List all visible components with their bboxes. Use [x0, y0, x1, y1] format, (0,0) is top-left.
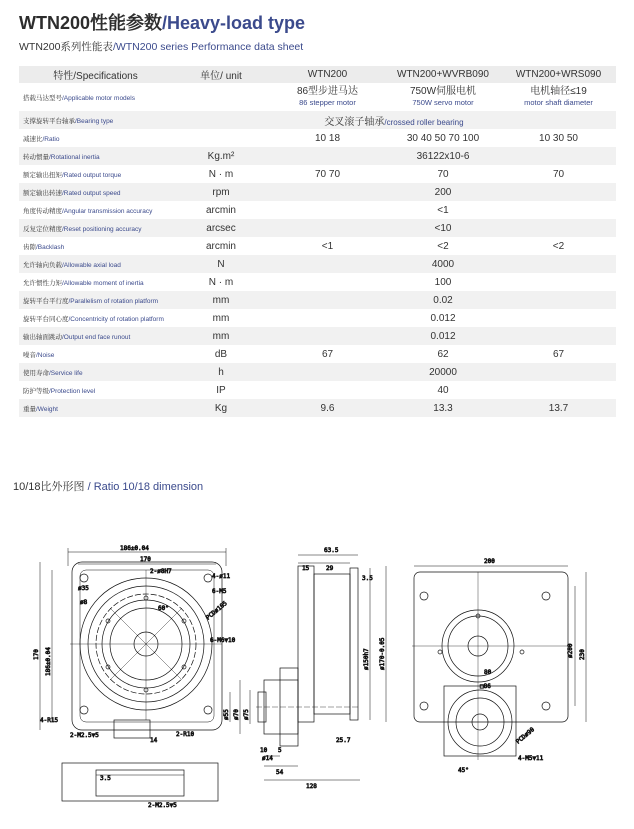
- row-unit: arcmin: [172, 237, 270, 255]
- row-value: 100: [270, 273, 616, 291]
- svg-text:ø170-0.05: ø170-0.05: [379, 637, 386, 670]
- svg-text:□86: □86: [480, 683, 491, 690]
- header-spec: 特性/Specifications: [19, 66, 172, 83]
- row-label: 重量/Weight: [19, 399, 172, 417]
- row-unit: dB: [172, 345, 270, 363]
- svg-text:60°: 60°: [158, 605, 169, 612]
- table-row: 支撑旋转平台轴承/Bearing type 交叉滚子轴承/crossed roller bearing: [19, 111, 616, 129]
- header-wrs090: WTN200+WRS090: [501, 66, 616, 83]
- row-value: 9.6: [270, 399, 385, 417]
- svg-text:4-ø11: 4-ø11: [212, 573, 231, 580]
- row-value: 13.3: [385, 399, 501, 417]
- row-value: 20000: [270, 363, 616, 381]
- svg-text:3.5: 3.5: [362, 575, 373, 582]
- svg-text:ø70: ø70: [233, 709, 240, 720]
- svg-text:186±0.04: 186±0.04: [45, 647, 52, 676]
- svg-text:5: 5: [278, 747, 282, 754]
- row-unit: h: [172, 363, 270, 381]
- header-unit: 单位/ unit: [172, 66, 270, 83]
- svg-text:PCDø105: PCDø105: [204, 599, 229, 622]
- row-value: 30 40 50 70 100: [385, 129, 501, 147]
- row-value: 0.02: [270, 291, 616, 309]
- row-value: 62: [385, 345, 501, 363]
- row-value: 70 70: [270, 165, 385, 183]
- row-value: 0.012: [270, 327, 616, 345]
- row-label: 旋转平台平行度/Parallelism of rotation platform: [19, 291, 172, 309]
- row-value: <2: [501, 237, 616, 255]
- svg-text:200: 200: [484, 558, 495, 565]
- row-label: 允许惯性力矩/Allowable moment of inertia: [19, 273, 172, 291]
- row-value: 36122x10-6: [270, 147, 616, 165]
- svg-text:170: 170: [33, 649, 40, 660]
- svg-text:230: 230: [579, 649, 586, 660]
- row-label: 允许轴向负载/Allowable axial load: [19, 255, 172, 273]
- svg-text:ø150h7: ø150h7: [363, 648, 370, 670]
- svg-text:ø200: ø200: [567, 643, 574, 658]
- row-label: 额定输出扭矩/Rated output torque: [19, 165, 172, 183]
- row-value: 70: [385, 165, 501, 183]
- header-wvrb090: WTN200+WVRB090: [385, 66, 501, 83]
- svg-text:3.5: 3.5: [100, 775, 111, 782]
- svg-text:63.5: 63.5: [324, 547, 339, 554]
- row-value: 0.012: [270, 309, 616, 327]
- svg-text:128: 128: [306, 783, 317, 790]
- front-view: [33, 545, 236, 809]
- svg-text:10: 10: [260, 747, 268, 754]
- row-unit: Kg.m²: [172, 147, 270, 165]
- row-value: <1: [270, 237, 385, 255]
- svg-text:2-ø8H7: 2-ø8H7: [150, 568, 172, 575]
- row-unit: mm: [172, 309, 270, 327]
- row-value: 10 30 50: [501, 129, 616, 147]
- svg-text:4-M5▼11: 4-M5▼11: [518, 755, 544, 762]
- row-unit: N: [172, 255, 270, 273]
- svg-text:186±0.04: 186±0.04: [120, 545, 149, 552]
- svg-text:6-M6▼10: 6-M6▼10: [210, 637, 236, 644]
- row-unit: mm: [172, 291, 270, 309]
- row-label: 使用寿命/Service life: [19, 363, 172, 381]
- row-value: 70: [501, 165, 616, 183]
- row-label: 转动惯量/Rotational inertia: [19, 147, 172, 165]
- row-value: <1: [270, 201, 616, 219]
- page-title: WTN200性能参数/Heavy-load type: [19, 13, 306, 33]
- row-value: 200: [270, 183, 616, 201]
- header-wtn200: WTN200: [270, 66, 385, 83]
- row-unit: Kg: [172, 399, 270, 417]
- rear-view: [412, 558, 586, 774]
- svg-text:2-M2.5▼5: 2-M2.5▼5: [70, 732, 99, 739]
- svg-text:80: 80: [484, 669, 492, 676]
- row-unit: mm: [172, 327, 270, 345]
- row-value: 67: [501, 345, 616, 363]
- svg-text:29: 29: [326, 565, 334, 572]
- row-label: 防护等级/Protection level: [19, 381, 172, 399]
- row-label: 齿隙/Backlash: [19, 237, 172, 255]
- row-unit: rpm: [172, 183, 270, 201]
- svg-text:ø35: ø35: [78, 585, 89, 592]
- row-label: 反复定位精度/Reset positioning accuracy: [19, 219, 172, 237]
- svg-text:ø8: ø8: [80, 599, 88, 606]
- side-view: [223, 547, 386, 790]
- row-unit: IP: [172, 381, 270, 399]
- row-value: 13.7: [501, 399, 616, 417]
- row-label: 旋转平台同心度/Concentricity of rotation platform: [19, 309, 172, 327]
- row-value: <2: [385, 237, 501, 255]
- svg-text:2-M2.5▼5: 2-M2.5▼5: [148, 802, 177, 809]
- svg-text:4-R15: 4-R15: [40, 717, 59, 724]
- row-value: 67: [270, 345, 385, 363]
- svg-text:6-M5: 6-M5: [212, 588, 227, 595]
- svg-text:54: 54: [276, 769, 284, 776]
- row-value: 10 18: [270, 129, 385, 147]
- row-label: 角度传动精度/Angular transmission accuracy: [19, 201, 172, 219]
- svg-text:ø75: ø75: [243, 709, 250, 720]
- dimension-title: 10/18比外形图 / Ratio 10/18 dimension: [13, 481, 204, 493]
- row-unit: N · m: [172, 165, 270, 183]
- row-value: 40: [270, 381, 616, 399]
- svg-text:45°: 45°: [458, 767, 469, 774]
- row-unit: arcmin: [172, 201, 270, 219]
- svg-text:14: 14: [150, 737, 158, 744]
- row-unit: N · m: [172, 273, 270, 291]
- row-unit: arcsec: [172, 219, 270, 237]
- row-value: 4000: [270, 255, 616, 273]
- row-label: 减速比/Ratio: [19, 129, 172, 147]
- page-subtitle: WTN200系列性能表/WTN200 series Performance data sheet: [19, 41, 304, 53]
- svg-text:ø55: ø55: [223, 709, 230, 720]
- table-row: 搭载马达型号/Applicable motor models 86型步进马达 86 stepper motor 750W伺服电机 750W servo motor 电机轴径≤19 motor shaft diameter: [19, 83, 616, 111]
- svg-text:PCDø90: PCDø90: [514, 726, 536, 746]
- svg-text:2-R10: 2-R10: [176, 731, 195, 738]
- row-label: 输出轴面跳动/Output end face runout: [19, 327, 172, 345]
- row-label: 额定输出转速/Rated output speed: [19, 183, 172, 201]
- svg-text:170: 170: [140, 556, 151, 563]
- row-value: <10: [270, 219, 616, 237]
- svg-text:15: 15: [302, 565, 310, 572]
- svg-text:25.7: 25.7: [336, 737, 351, 744]
- svg-text:ø14: ø14: [262, 755, 273, 762]
- row-label: 噪音/Noise: [19, 345, 172, 363]
